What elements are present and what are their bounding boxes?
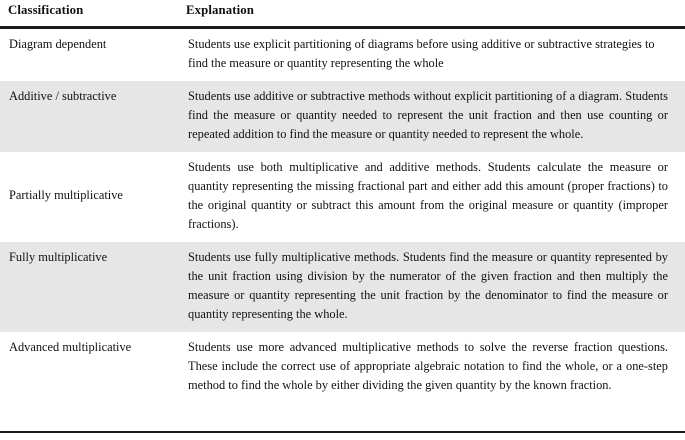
cell-classification: Advanced multiplicative <box>0 332 178 403</box>
cell-explanation: Students use more advanced multiplicative methods to solve the reverse fraction questions. These include the correct use of appropriate algebraic notation to find the whole, or a one-step method to find the whole by either dividing the given quantity by the known fraction. <box>178 332 685 403</box>
cell-classification: Diagram dependent <box>0 29 178 81</box>
table-body <box>0 29 685 403</box>
cell-explanation: Students use both multiplicative and additive methods. Students calculate the measure or quantity representing the missing fractional part and either add this amount (proper fractions) to the original quantity or subtract this amount from the original measure or quantity (improper fractions). <box>178 152 685 242</box>
column-header-explanation: Explanation <box>178 0 685 24</box>
table-row <box>0 29 685 81</box>
column-header-classification: Classification <box>0 0 178 24</box>
table-row <box>0 81 685 152</box>
cell-classification: Partially multiplicative <box>0 152 178 242</box>
table-header-row <box>0 0 685 24</box>
table-row <box>0 332 685 403</box>
table-row <box>0 242 685 332</box>
table-row <box>0 152 685 242</box>
table-header <box>0 0 685 29</box>
cell-classification: Additive / subtractive <box>0 81 178 152</box>
cell-explanation: Students use additive or subtractive methods without explicit partitioning of a diagram. Students find the measure or quantity needed to represent the unit fraction and then use counting or repeated addition to find the measure or quantity needed to represent the whole. <box>178 81 685 152</box>
cell-classification: Fully multiplicative <box>0 242 178 332</box>
table-bottom-rule <box>0 431 685 433</box>
cell-explanation: Students use explicit partitioning of diagrams before using additive or subtractive strategies to find the measure or quantity representing the whole <box>178 29 685 81</box>
cell-explanation: Students use fully multiplicative methods. Students find the measure or quantity represented by the unit fraction using division by the numerator of the given fraction and then multiply the measure or quantity representing the unit fraction by the denominator to find the measure or quantity representing the whole. <box>178 242 685 332</box>
